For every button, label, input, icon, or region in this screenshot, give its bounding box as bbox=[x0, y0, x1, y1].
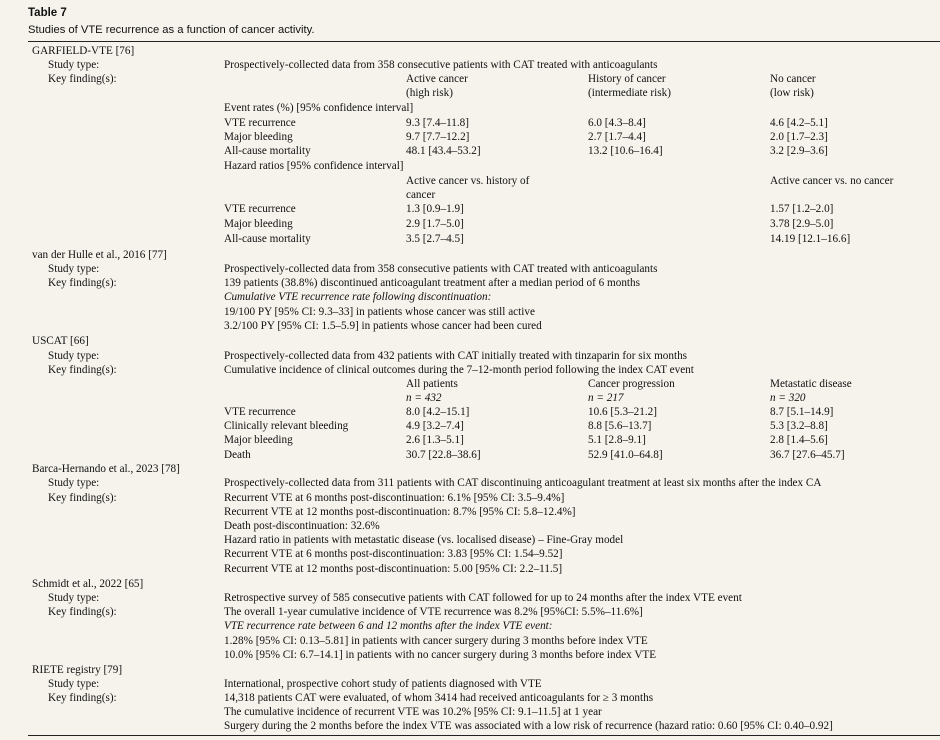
finding-line: The overall 1-year cumulative incidence of VTE recurrence was 8.2% [95%CI: 5.5%–11.6%] bbox=[224, 606, 643, 618]
study-title: van der Hulle et al., 2016 [77] bbox=[32, 249, 167, 261]
table-label: Table 7 bbox=[28, 7, 67, 19]
bottom-rule bbox=[28, 735, 940, 736]
finding-line: Death post-discontinuation: 32.6% bbox=[224, 520, 380, 532]
cell-value: 9.7 [7.7–12.2] bbox=[406, 131, 470, 143]
study-type-label: Study type: bbox=[48, 350, 100, 362]
cell-value: 8.7 [5.1–14.9] bbox=[770, 406, 834, 418]
study-title: Schmidt et al., 2022 [65] bbox=[32, 578, 144, 590]
study-title: GARFIELD-VTE [76] bbox=[32, 45, 135, 57]
cell-value: 2.7 [1.7–4.4] bbox=[588, 131, 646, 143]
row-label: All-cause mortality bbox=[224, 233, 311, 245]
finding-line: 3.2/100 PY [95% CI: 1.5–5.9] in patients whose cancer had been cured bbox=[224, 320, 542, 332]
col-subheader: (high risk) bbox=[406, 87, 453, 99]
key-findings-label: Key finding(s): bbox=[48, 492, 117, 504]
cell-value: 9.3 [7.4–11.8] bbox=[406, 117, 469, 129]
finding-line: 139 patients (38.8%) discontinued anticoagulant treatment after a median period of 6 months bbox=[224, 277, 640, 289]
study-type-text: Prospectively-collected data from 358 consecutive patients with CAT treated with anticoagulants bbox=[224, 263, 658, 275]
row-label: Clinically relevant bleeding bbox=[224, 420, 349, 432]
study-type-text: International, prospective cohort study of patients diagnosed with VTE bbox=[224, 678, 542, 690]
col-n: n = 320 bbox=[770, 392, 806, 404]
table-caption: Studies of VTE recurrence as a function of cancer activity. bbox=[28, 24, 315, 36]
section-heading: Hazard ratios [95% confidence interval] bbox=[224, 160, 404, 172]
row-label: Major bleeding bbox=[224, 131, 293, 143]
col-header: Metastatic disease bbox=[770, 378, 852, 390]
finding-line: The cumulative incidence of recurrent VTE was 10.2% [95% CI: 9.1–11.5] at 1 year bbox=[224, 706, 602, 718]
cell-value: 13.2 [10.6–16.4] bbox=[588, 145, 663, 157]
key-findings-label: Key finding(s): bbox=[48, 606, 117, 618]
col-header: History of cancer bbox=[588, 73, 666, 85]
finding-line: Surgery during the 2 months before the index VTE was associated with a low risk of recurrence (hazard ratio: 0.60 [95% CI: 0.40–0.92] bbox=[224, 720, 833, 732]
section-heading: Event rates (%) [95% confidence interval] bbox=[224, 102, 414, 114]
finding-line: Hazard ratio in patients with metastatic disease (vs. localised disease) – Fine-Gray model bbox=[224, 534, 624, 546]
row-label: Major bleeding bbox=[224, 218, 293, 230]
study-type-label: Study type: bbox=[48, 477, 100, 489]
cell-value: 2.9 [1.7–5.0] bbox=[406, 218, 464, 230]
study-type-text: Prospectively-collected data from 358 consecutive patients with CAT treated with anticoagulants bbox=[224, 59, 658, 71]
cell-value: 5.1 [2.8–9.1] bbox=[588, 434, 646, 446]
finding-line: Recurrent VTE at 12 months post-discontinuation: 8.7% [95% CI: 5.8–12.4%] bbox=[224, 506, 576, 518]
col-header: All patients bbox=[406, 378, 458, 390]
col-header: Active cancer bbox=[406, 73, 468, 85]
col-n: n = 432 bbox=[406, 392, 442, 404]
finding-line: Cumulative incidence of clinical outcomes during the 7–12-month period following the index CAT event bbox=[224, 364, 694, 376]
finding-line-italic: Cumulative VTE recurrence rate following discontinuation: bbox=[224, 291, 492, 303]
cell-value: 4.6 [4.2–5.1] bbox=[770, 117, 828, 129]
cell-value: 1.57 [1.2–2.0] bbox=[770, 203, 834, 215]
row-label: VTE recurrence bbox=[224, 117, 296, 129]
finding-line: Recurrent VTE at 12 months post-discontinuation: 5.00 [95% CI: 2.2–11.5] bbox=[224, 563, 563, 575]
hr-col-header-cont: cancer bbox=[406, 189, 436, 201]
cell-value: 10.6 [5.3–21.2] bbox=[588, 406, 657, 418]
top-rule bbox=[28, 41, 940, 42]
col-subheader: (low risk) bbox=[770, 87, 814, 99]
cell-value: 3.78 [2.9–5.0] bbox=[770, 218, 834, 230]
row-label: Major bleeding bbox=[224, 434, 293, 446]
finding-line: 14,318 patients CAT were evaluated, of whom 3414 had received anticoagulants for ≥ 3 months bbox=[224, 692, 654, 704]
finding-line: 10.0% [95% CI: 6.7–14.1] in patients with no cancer surgery during 3 months before index VTE bbox=[224, 649, 657, 661]
finding-line: Recurrent VTE at 6 months post-discontinuation: 6.1% [95% CI: 3.5–9.4%] bbox=[224, 492, 565, 504]
row-label: VTE recurrence bbox=[224, 203, 296, 215]
study-type-label: Study type: bbox=[48, 592, 100, 604]
cell-value: 30.7 [22.8–38.6] bbox=[406, 449, 481, 461]
cell-value: 4.9 [3.2–7.4] bbox=[406, 420, 464, 432]
finding-line: Recurrent VTE at 6 months post-discontinuation: 3.83 [95% CI: 1.54–9.52] bbox=[224, 548, 563, 560]
cell-value: 3.2 [2.9–3.6] bbox=[770, 145, 828, 157]
cell-value: 3.5 [2.7–4.5] bbox=[406, 233, 464, 245]
finding-line: 1.28% [95% CI: 0.13–5.81] in patients with cancer surgery during 3 months before index VTE bbox=[224, 635, 648, 647]
study-type-label: Study type: bbox=[48, 263, 100, 275]
study-title: Barca-Hernando et al., 2023 [78] bbox=[32, 463, 180, 475]
cell-value: 8.8 [5.6–13.7] bbox=[588, 420, 652, 432]
key-findings-label: Key finding(s): bbox=[48, 692, 117, 704]
cell-value: 5.3 [3.2–8.8] bbox=[770, 420, 828, 432]
hr-col-header: Active cancer vs. no cancer bbox=[770, 175, 894, 187]
key-findings-label: Key finding(s): bbox=[48, 364, 117, 376]
row-label: VTE recurrence bbox=[224, 406, 296, 418]
key-findings-label: Key finding(s): bbox=[48, 73, 117, 85]
cell-value: 8.0 [4.2–15.1] bbox=[406, 406, 470, 418]
col-header: Cancer progression bbox=[588, 378, 675, 390]
study-title: USCAT [66] bbox=[32, 335, 89, 347]
cell-value: 2.8 [1.4–5.6] bbox=[770, 434, 828, 446]
hr-col-header: Active cancer vs. history of bbox=[406, 175, 530, 187]
cell-value: 52.9 [41.0–64.8] bbox=[588, 449, 663, 461]
row-label: Death bbox=[224, 449, 251, 461]
study-type-label: Study type: bbox=[48, 59, 100, 71]
col-subheader: (intermediate risk) bbox=[588, 87, 671, 99]
finding-line: 19/100 PY [95% CI: 9.3–33] in patients whose cancer was still active bbox=[224, 306, 535, 318]
cell-value: 14.19 [12.1–16.6] bbox=[770, 233, 851, 245]
cell-value: 2.0 [1.7–2.3] bbox=[770, 131, 828, 143]
key-findings-label: Key finding(s): bbox=[48, 277, 117, 289]
col-n: n = 217 bbox=[588, 392, 624, 404]
study-type-label: Study type: bbox=[48, 678, 100, 690]
cell-value: 36.7 [27.6–45.7] bbox=[770, 449, 845, 461]
study-type-text: Prospectively-collected data from 432 patients with CAT initially treated with tinzaparin for six months bbox=[224, 350, 688, 362]
cell-value: 6.0 [4.3–8.4] bbox=[588, 117, 646, 129]
row-label: All-cause mortality bbox=[224, 145, 311, 157]
study-title: RIETE registry [79] bbox=[32, 664, 123, 676]
cell-value: 48.1 [43.4–53.2] bbox=[406, 145, 481, 157]
cell-value: 2.6 [1.3–5.1] bbox=[406, 434, 464, 446]
finding-line-italic: VTE recurrence rate between 6 and 12 months after the index VTE event: bbox=[224, 620, 553, 632]
study-type-text: Retrospective survey of 585 consecutive patients with CAT followed for up to 24 months after the index VTE event bbox=[224, 592, 742, 604]
col-header: No cancer bbox=[770, 73, 816, 85]
cell-value: 1.3 [0.9–1.9] bbox=[406, 203, 464, 215]
study-type-text: Prospectively-collected data from 311 patients with CAT discontinuing anticoagulant treatment at least six months after the index CA bbox=[224, 477, 822, 489]
